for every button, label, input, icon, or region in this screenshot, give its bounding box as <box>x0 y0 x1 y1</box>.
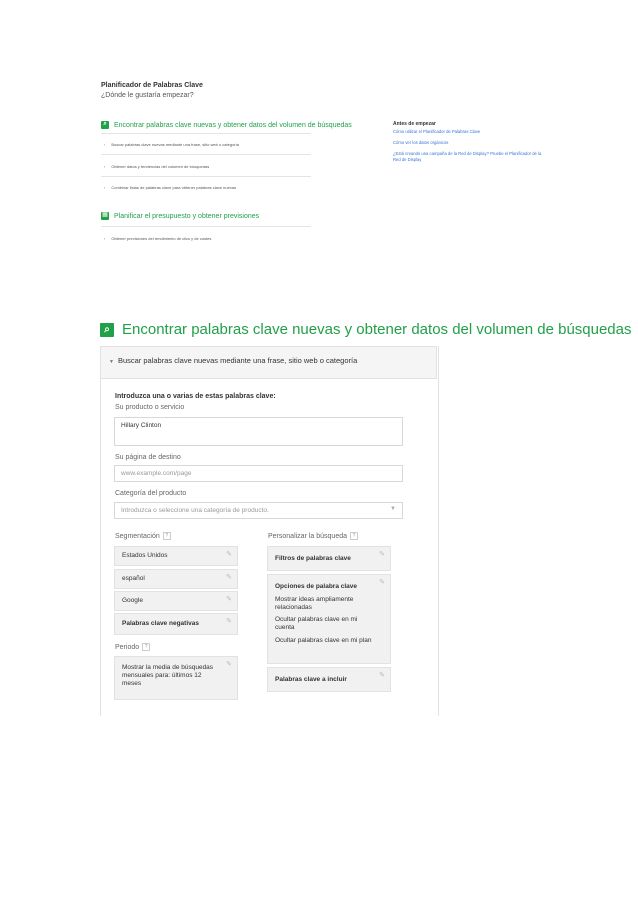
option-row-forecasts[interactable]: › Obtener previsiones del rendimiento de clics y de costes <box>104 236 211 241</box>
landing-page-input[interactable] <box>114 465 403 482</box>
panel-title: Buscar palabras clave nuevas mediante una frase, sitio web o categoría <box>117 356 358 365</box>
find-keywords-heading: Encontrar palabras clave nuevas y obtener datos del volumen de búsquedas <box>114 121 352 129</box>
customize-label <box>268 532 358 540</box>
targeting-location-chip[interactable] <box>114 546 238 566</box>
pencil-icon[interactable]: ✎ <box>379 579 385 586</box>
divider <box>101 226 311 227</box>
category-label: Categoría del producto <box>115 490 187 497</box>
keyword-options-title: Opciones de palabra clave <box>275 583 358 590</box>
option-row-search-new-keywords[interactable]: › Buscar palabras clave nuevas mediante una frase, sitio web o categoría <box>104 142 239 147</box>
calculator-icon: ▦ <box>102 212 108 218</box>
targeting-label-text: Segmentación <box>115 532 160 540</box>
pencil-icon[interactable]: ✎ <box>379 672 385 679</box>
help-icon[interactable]: ? <box>142 643 150 651</box>
landing-label: Su página de destino <box>115 454 181 461</box>
negative-keywords-label: Palabras clave negativas <box>122 620 199 627</box>
option-row-search-volume[interactable]: › Obtener datos y tendencias del volumen de búsquedas <box>104 164 209 169</box>
help-link-how-to-use[interactable]: Cómo utilizar el Planificador de Palabras Clave <box>393 129 481 134</box>
keyword-options-chip[interactable] <box>267 574 391 664</box>
period-label-text: Periodo <box>115 643 140 651</box>
keyword-option-hide-plan: Ocultar palabras clave en mi plan <box>275 637 372 644</box>
pencil-icon[interactable]: ✎ <box>226 551 232 558</box>
targeting-language: español <box>122 575 145 582</box>
detail-heading-text: Encontrar palabras clave nuevas y obtener datos del volumen de búsquedas <box>122 321 632 338</box>
targeting-label <box>115 532 171 540</box>
pencil-icon[interactable]: ✎ <box>226 618 232 625</box>
divider <box>101 176 311 177</box>
triangle-down-icon: ▼ <box>109 359 114 365</box>
detail-heading <box>100 321 632 338</box>
divider <box>101 154 311 155</box>
keyword-filters-chip[interactable] <box>267 546 391 571</box>
negative-keywords-chip[interactable] <box>114 613 238 635</box>
dropdown-arrow-icon: ▼ <box>390 506 396 512</box>
before-start-title: Antes de empezar <box>393 121 436 127</box>
pencil-icon[interactable]: ✎ <box>226 574 232 581</box>
divider <box>101 133 311 134</box>
category-placeholder: Introduzca o seleccione una categoría de producto. <box>121 507 269 514</box>
pencil-icon[interactable]: ✎ <box>226 661 232 668</box>
period-chip[interactable] <box>114 656 238 700</box>
keywords-to-include-chip[interactable] <box>267 667 391 692</box>
panel-header-label[interactable] <box>109 356 357 365</box>
targeting-network: Google <box>122 597 143 604</box>
product-label: Su producto o servicio <box>115 404 185 411</box>
planner-subtitle: ¿Dónde le gustaría empezar? <box>101 92 194 99</box>
find-keywords-section-link[interactable] <box>101 121 352 129</box>
customize-label-text: Personalizar la búsqueda <box>268 532 347 540</box>
help-icon[interactable]: ? <box>163 532 171 540</box>
targeting-location: Estados Unidos <box>122 552 168 559</box>
search-icon: ⌕ <box>101 121 109 129</box>
targeting-language-chip[interactable] <box>114 569 238 589</box>
landing-page-placeholder: www.example.com/page <box>121 470 192 477</box>
plan-budget-section-link[interactable] <box>101 212 259 220</box>
keyword-option-broad: Mostrar ideas ampliamente relacionadas <box>275 596 354 611</box>
planner-title: Planificador de Palabras Clave <box>101 82 203 89</box>
help-icon[interactable]: ? <box>350 532 358 540</box>
targeting-network-chip[interactable] <box>114 591 238 611</box>
plan-budget-heading: Planificar el presupuesto y obtener previsiones <box>114 212 260 220</box>
period-label <box>115 643 150 651</box>
period-value: Mostrar la media de búsquedas mensuales para: últimos 12 meses <box>122 664 214 687</box>
search-icon: ⌕ <box>100 323 114 337</box>
keyword-filters-label: Filtros de palabras clave <box>275 555 351 562</box>
help-link-display-planner[interactable]: ¿Está creando una campaña de la Red de Display? Pruebe el Planificador de la Red de Display <box>393 151 542 162</box>
help-link-organic-data[interactable]: Cómo ver los datos orgánicos <box>393 140 449 145</box>
intro-label: Introduzca una o varias de estas palabras clave: <box>115 393 276 400</box>
product-input-value: Hillary Clinton <box>121 422 162 429</box>
pencil-icon[interactable]: ✎ <box>226 596 232 603</box>
keywords-to-include-label: Palabras clave a incluir <box>275 676 347 683</box>
option-row-combine-lists[interactable]: › Combinar listas de palabras clave para obtener palabras clave nuevas <box>104 185 236 190</box>
pencil-icon[interactable]: ✎ <box>379 551 385 558</box>
product-input[interactable] <box>114 417 403 446</box>
keyword-option-hide-account: Ocultar palabras clave en mi cuenta <box>275 616 358 631</box>
category-select[interactable] <box>114 502 403 519</box>
